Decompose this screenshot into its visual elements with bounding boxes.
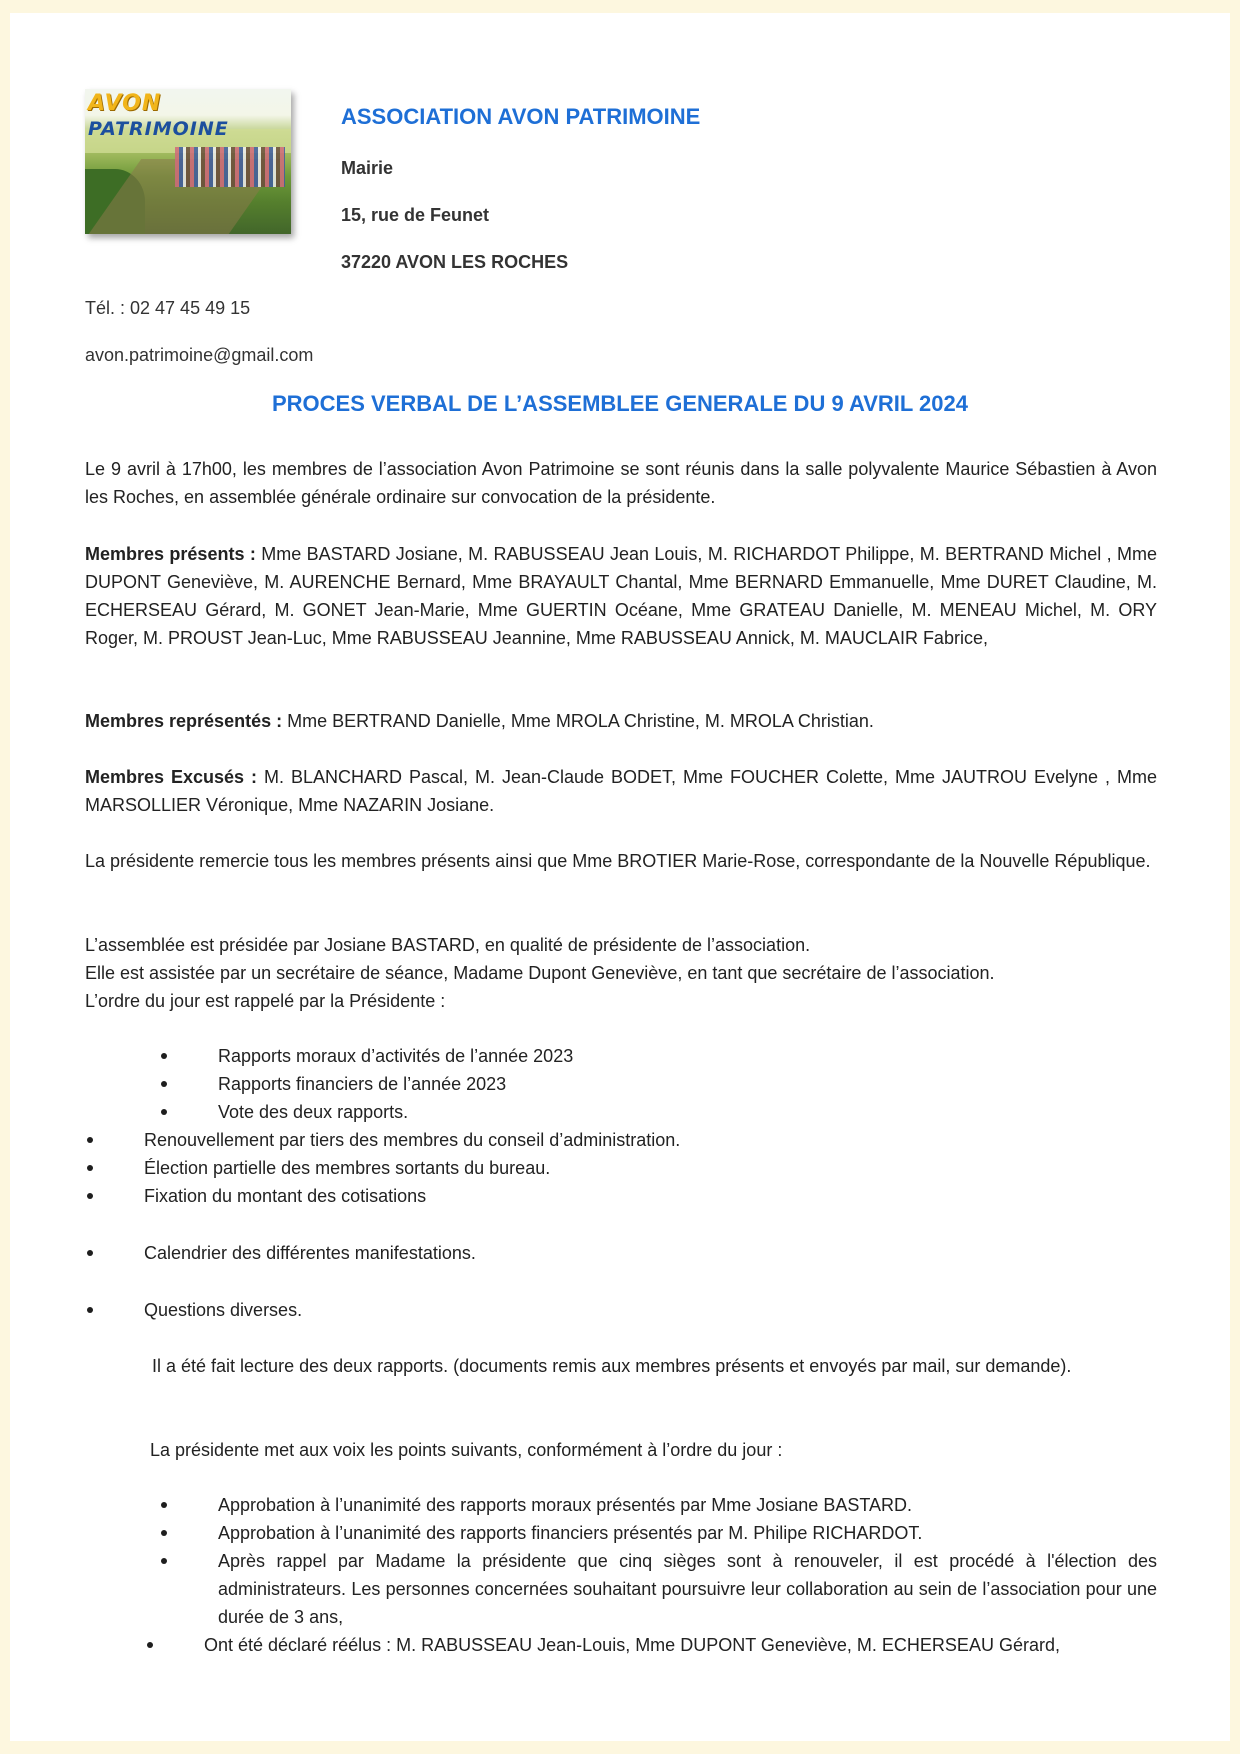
members-excused-text: M. BLANCHARD Pascal, M. Jean-Claude BODET, Mme FOUCHER Colette, Mme JAUTROU Evelyne , Mme MARSOLLIER Véronique, Mme NAZARIN Josiane. — [85, 767, 1157, 815]
page-inner — [10, 13, 1230, 1741]
presided-line-2: Elle est assistée par un secrétaire de séance, Madame Dupont Geneviève, en tant que secrétaire de l’association. — [85, 963, 995, 983]
document-title: PROCES VERBAL DE L’ASSEMBLEE GENERALE DU 9 AVRIL 2024 — [271, 391, 968, 416]
logo — [85, 89, 291, 234]
bullet-icon — [87, 1137, 93, 1143]
members-present-label: Membres présents : — [85, 544, 256, 564]
agenda-item: Rapports moraux d’activités de l’année 2023 — [218, 1046, 574, 1066]
agenda-item: Questions diverses. — [144, 1300, 303, 1320]
reading-paragraph: Il a été fait lecture des deux rapports. (documents remis aux membres présents et envoyés par mail, sur demande). — [152, 1356, 1072, 1376]
agenda-item: Calendrier des différentes manifestations. — [144, 1243, 476, 1263]
address-line-3: 37220 AVON LES ROCHES — [341, 252, 569, 272]
bullet-icon — [87, 1307, 93, 1313]
phone: Tél. : 02 47 45 49 15 — [85, 298, 251, 318]
address-line-2: 15, rue de Feunet — [341, 205, 490, 225]
members-excused — [85, 763, 1157, 819]
members-represented — [85, 707, 1157, 735]
agenda-item: Élection partielle des membres sortants du bureau. — [144, 1158, 551, 1178]
bullet-icon — [161, 1502, 167, 1508]
members-present-text: Mme BASTARD Josiane, M. RABUSSEAU Jean Louis, M. RICHARDOT Philippe, M. BERTRAND Michel , Mme DUPONT Geneviève, M. AURENCHE Bernard, Mme BRAYAULT Chantal, Mme BERNARD Emmanuelle, Mme DURET Claudine, M. ECHERSEAU Gérard, M. GONET Jean-Marie, Mme GUERTIN Océane, Mme GRATEAU Danielle, M. MENEAU Michel, M. ORY Roger, M. PROUST Jean-Luc, Mme RABUSSEAU Jeannine, Mme RABUSSEAU Annick, M. MAUCLAIR Fabrice, — [85, 544, 1157, 648]
members-represented-text: Mme BERTRAND Danielle, Mme MROLA Christine, M. MROLA Christian. — [282, 711, 874, 731]
presided-line-3: L’ordre du jour est rappelé par la Présidente : — [85, 991, 446, 1011]
members-represented-label: Membres représentés : — [85, 711, 283, 731]
address-line-1: Mairie — [341, 158, 394, 178]
bullet-icon — [161, 1081, 167, 1087]
logo-text-patrimoine: PATRIMOINE — [88, 118, 229, 140]
bullet-icon — [147, 1642, 153, 1648]
bullet-icon — [87, 1250, 93, 1256]
bullet-icon — [161, 1530, 167, 1536]
email[interactable]: avon.patrimoine@gmail.com — [85, 345, 314, 365]
bullet-icon — [161, 1109, 167, 1115]
presided-line-1: L’assemblée est présidée par Josiane BASTARD, en qualité de présidente de l’association. — [85, 935, 811, 955]
association-title: ASSOCIATION AVON PATRIMOINE — [341, 104, 701, 129]
thanks-paragraph: La présidente remercie tous les membres présents ainsi que Mme BROTIER Marie-Rose, correspondante de la Nouvelle République. — [85, 851, 1151, 871]
agenda-item: Fixation du montant des cotisations — [144, 1186, 427, 1206]
bullet-icon — [161, 1558, 167, 1564]
vote-item: Approbation à l’unanimité des rapports moraux présentés par Mme Josiane BASTARD. — [218, 1495, 913, 1515]
bullet-icon — [87, 1193, 93, 1199]
agenda-item: Rapports financiers de l’année 2023 — [218, 1074, 507, 1094]
vote-item: Approbation à l’unanimité des rapports financiers présentés par M. Philipe RICHARDOT. — [218, 1523, 923, 1543]
logo-text-avon: AVON — [88, 91, 162, 116]
vote-intro: La présidente met aux voix les points suivants, conformément à l’ordre du jour : — [150, 1440, 783, 1460]
intro-paragraph: Le 9 avril à 17h00, les membres de l’association Avon Patrimoine se sont réunis dans la salle polyvalente Maurice Sébastien à Avon les Roches, en assemblée générale ordinaire sur convocation de la présidente. — [85, 459, 1157, 507]
bullet-icon — [161, 1053, 167, 1059]
agenda-item: Vote des deux rapports. — [218, 1102, 409, 1122]
members-excused-label: Membres Excusés : — [85, 767, 258, 787]
vote-item: Ont été déclaré réélus : M. RABUSSEAU Jean-Louis, Mme DUPONT Geneviève, M. ECHERSEAU Gérard, — [204, 1635, 1060, 1655]
members-present — [85, 540, 1157, 652]
agenda-item: Renouvellement par tiers des membres du conseil d’administration. — [144, 1130, 681, 1150]
bullet-icon — [87, 1165, 93, 1171]
vote-item: Après rappel par Madame la présidente que cinq sièges sont à renouveler, il est procédé à l'élection des administrateurs. Les personnes concernées souhaitant poursuivre leur collaboration au sein de l’association pour une durée de 3 ans, — [218, 1551, 1157, 1627]
